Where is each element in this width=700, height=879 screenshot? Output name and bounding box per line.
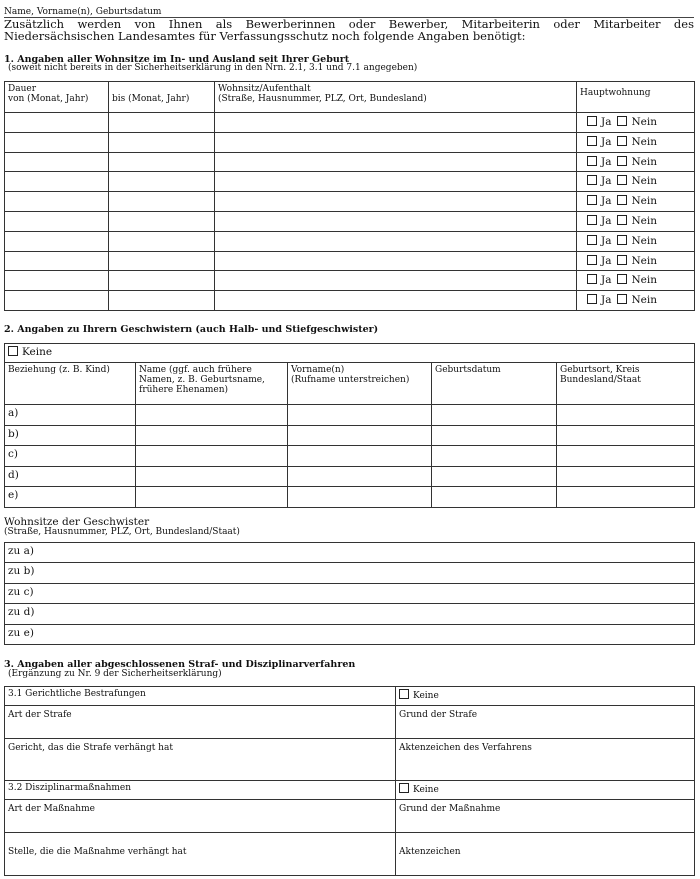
residence-table xyxy=(4,81,695,311)
siblings-keine-row xyxy=(5,344,695,363)
ja-checkbox[interactable]: Ja xyxy=(587,136,611,148)
art-massnahme-field[interactable]: Art der Maßnahme xyxy=(5,800,396,833)
col-geburtsdatum: Geburtsdatum xyxy=(432,363,557,405)
nein-checkbox[interactable]: Nein xyxy=(617,175,657,187)
sibling-row-label: a) xyxy=(5,405,136,426)
hauptwohnung-cell xyxy=(577,211,695,231)
checkbox-icon xyxy=(587,294,597,304)
sibling-row xyxy=(5,466,695,487)
s32-keine-checkbox[interactable]: Keine xyxy=(396,781,695,800)
hauptwohnung-cell xyxy=(577,271,695,291)
checkbox-icon xyxy=(617,156,627,166)
bis-field[interactable] xyxy=(109,211,215,231)
sibling-residence-row xyxy=(5,604,695,624)
siblings-table xyxy=(4,343,695,508)
bis-field[interactable] xyxy=(109,271,215,291)
residence-row xyxy=(5,211,695,231)
col-geburtsort: Geburtsort, Kreis Bundesland/Staat xyxy=(557,363,695,405)
aktenzeichen-field[interactable]: Aktenzeichen xyxy=(396,833,695,876)
von-field[interactable] xyxy=(5,251,109,271)
checkbox-icon xyxy=(587,235,597,245)
hauptwohnung-cell xyxy=(577,251,695,271)
hauptwohnung-cell xyxy=(577,231,695,251)
sibling-field[interactable] xyxy=(136,405,288,426)
checkbox-icon xyxy=(399,783,409,793)
checkbox-icon xyxy=(587,136,597,146)
ja-checkbox[interactable]: Ja xyxy=(587,195,611,207)
ja-checkbox[interactable]: Ja xyxy=(587,255,611,267)
sibling-field[interactable] xyxy=(288,405,432,426)
sibling-field[interactable] xyxy=(432,425,557,446)
checkbox-icon xyxy=(617,136,627,146)
sibling-field[interactable] xyxy=(288,425,432,446)
sibling-row xyxy=(5,405,695,426)
checkbox-icon xyxy=(617,235,627,245)
s32-row-stelle xyxy=(5,833,695,876)
criminal-table xyxy=(4,686,695,876)
col-dauer: Dauer von (Monat, Jahr) xyxy=(5,82,109,113)
checkbox-icon xyxy=(617,116,627,126)
wohnsitz-field[interactable] xyxy=(215,291,577,311)
von-field[interactable] xyxy=(5,172,109,192)
checkbox-icon xyxy=(8,346,18,356)
sibling-row-label: c) xyxy=(5,446,136,467)
sibling-field[interactable] xyxy=(136,466,288,487)
siblings-header-row xyxy=(5,363,695,405)
bis-field[interactable] xyxy=(109,251,215,271)
sibling-field[interactable] xyxy=(288,487,432,508)
nein-checkbox[interactable]: Nein xyxy=(617,156,657,168)
sibling-residence-table xyxy=(4,542,695,645)
sibling-row-label: d) xyxy=(5,466,136,487)
nein-checkbox[interactable]: Nein xyxy=(617,116,657,128)
col-name: Name (ggf. auch frühere Namen, z. B. Geburtsname, frühere Ehenamen) xyxy=(136,363,288,405)
checkbox-icon xyxy=(587,156,597,166)
section1-title: 1. Angaben aller Wohnsitze im In- und Ausland seit Ihrer Geburt xyxy=(4,54,350,65)
art-strafe-field[interactable]: Art der Strafe xyxy=(5,706,396,739)
hauptwohnung-cell xyxy=(577,172,695,192)
wohnsitz-field[interactable] xyxy=(215,152,577,172)
nein-checkbox[interactable]: Nein xyxy=(617,215,657,227)
section1-subtitle: (soweit nicht bereits in der Sicherheitserklärung in den Nrn. 2.1, 3.1 und 7.1 angegeben) xyxy=(8,63,418,73)
sibling-row-label: e) xyxy=(5,487,136,508)
name-label: Name, Vorname(n), Geburtsdatum xyxy=(4,7,162,17)
stelle-field[interactable]: Stelle, die die Maßnahme verhängt hat xyxy=(5,833,396,876)
sibling-residence-field[interactable]: zu b) xyxy=(5,563,695,583)
wohnsitz-field[interactable] xyxy=(215,251,577,271)
sibling-field[interactable] xyxy=(288,446,432,467)
ja-checkbox[interactable]: Ja xyxy=(587,175,611,187)
nein-checkbox[interactable]: Nein xyxy=(617,235,657,247)
sibling-field[interactable] xyxy=(136,487,288,508)
checkbox-icon xyxy=(587,215,597,225)
sibling-field[interactable] xyxy=(136,425,288,446)
siblings-keine-checkbox[interactable]: Keine xyxy=(5,344,695,363)
von-field[interactable] xyxy=(5,113,109,133)
bis-field[interactable] xyxy=(109,113,215,133)
checkbox-icon xyxy=(587,116,597,126)
checkbox-icon xyxy=(617,274,627,284)
sibling-field[interactable] xyxy=(432,405,557,426)
wohnsitz-field[interactable] xyxy=(215,113,577,133)
von-field[interactable] xyxy=(5,291,109,311)
s32-title: 3.2 Disziplinarmaßnahmen xyxy=(5,781,396,800)
sibling-field[interactable] xyxy=(432,446,557,467)
sibling-row xyxy=(5,446,695,467)
wohnsitze-title: Wohnsitze der Geschwister xyxy=(4,516,150,528)
residence-row xyxy=(5,172,695,192)
col-beziehung: Beziehung (z. B. Kind) xyxy=(5,363,136,405)
intro-text: Zusätzlich werden von Ihnen als Bewerberinnen oder Bewerber, Mitarbeiterin oder Mitarbeiter des Niedersächsischen Landesamtes für Verfassungsschutz noch folgende Angaben benötigt: xyxy=(4,17,694,43)
sibling-residence-row xyxy=(5,624,695,644)
residence-row xyxy=(5,231,695,251)
wohnsitze-subtitle: (Straße, Hausnummer, PLZ, Ort, Bundesland/Staat) xyxy=(4,527,240,537)
s31-row-gericht xyxy=(5,739,695,781)
checkbox-icon xyxy=(617,255,627,265)
col-wohnsitz: Wohnsitz/Aufenthalt (Straße, Hausnummer, PLZ, Ort, Bundesland) xyxy=(215,82,577,113)
von-field[interactable] xyxy=(5,271,109,291)
sibling-field[interactable] xyxy=(136,446,288,467)
sibling-residence-field[interactable]: zu e) xyxy=(5,624,695,644)
section3-title: 3. Angaben aller abgeschlossenen Straf- und Disziplinarverfahren xyxy=(4,659,356,670)
gericht-field[interactable]: Gericht, das die Strafe verhängt hat xyxy=(5,739,396,781)
sibling-residence-field[interactable]: zu d) xyxy=(5,604,695,624)
grund-strafe-field[interactable]: Grund der Strafe xyxy=(396,706,695,739)
ja-checkbox[interactable]: Ja xyxy=(587,215,611,227)
residence-row xyxy=(5,132,695,152)
bis-field[interactable] xyxy=(109,172,215,192)
residence-row xyxy=(5,251,695,271)
checkbox-icon xyxy=(617,294,627,304)
nein-checkbox[interactable]: Nein xyxy=(617,274,657,286)
ja-checkbox[interactable]: Ja xyxy=(587,294,611,306)
hauptwohnung-cell xyxy=(577,291,695,311)
hauptwohnung-cell xyxy=(577,152,695,172)
residence-row xyxy=(5,152,695,172)
wohnsitz-field[interactable] xyxy=(215,172,577,192)
von-field[interactable] xyxy=(5,211,109,231)
s32-header-row xyxy=(5,781,695,800)
sibling-field[interactable] xyxy=(557,425,695,446)
checkbox-icon xyxy=(399,689,409,699)
residence-row xyxy=(5,291,695,311)
sibling-residence-field[interactable]: zu a) xyxy=(5,543,695,563)
bis-field[interactable] xyxy=(109,291,215,311)
sibling-field[interactable] xyxy=(432,466,557,487)
sibling-residence-row xyxy=(5,563,695,583)
nein-checkbox[interactable]: Nein xyxy=(617,136,657,148)
s31-keine-checkbox[interactable]: Keine xyxy=(396,687,695,706)
s31-header-row xyxy=(5,687,695,706)
nein-checkbox[interactable]: Nein xyxy=(617,255,657,267)
von-field[interactable] xyxy=(5,152,109,172)
grund-massnahme-field[interactable]: Grund der Maßnahme xyxy=(396,800,695,833)
sibling-row xyxy=(5,425,695,446)
sibling-row-label: b) xyxy=(5,425,136,446)
hauptwohnung-cell xyxy=(577,192,695,212)
hauptwohnung-cell xyxy=(577,113,695,133)
section2-title: 2. Angaben zu Ihrern Geschwistern (auch Halb- und Stiefgeschwister) xyxy=(4,324,379,335)
checkbox-icon xyxy=(617,195,627,205)
bis-field[interactable] xyxy=(109,231,215,251)
sibling-field[interactable] xyxy=(557,487,695,508)
residence-row xyxy=(5,192,695,212)
sibling-residence-field[interactable]: zu c) xyxy=(5,583,695,603)
von-field[interactable] xyxy=(5,192,109,212)
checkbox-icon xyxy=(587,175,597,185)
residence-header-row xyxy=(5,82,695,113)
bis-field[interactable] xyxy=(109,152,215,172)
ja-checkbox[interactable]: Ja xyxy=(587,156,611,168)
ja-checkbox[interactable]: Ja xyxy=(587,116,611,128)
residence-row xyxy=(5,271,695,291)
section3-subtitle: (Ergänzung zu Nr. 9 der Sicherheitserklärung) xyxy=(8,669,222,679)
bis-field[interactable] xyxy=(109,132,215,152)
von-field[interactable] xyxy=(5,132,109,152)
checkbox-icon xyxy=(587,195,597,205)
nein-checkbox[interactable]: Nein xyxy=(617,195,657,207)
checkbox-icon xyxy=(617,215,627,225)
col-vorname: Vorname(n) (Rufname unterstreichen) xyxy=(288,363,432,405)
ja-checkbox[interactable]: Ja xyxy=(587,235,611,247)
sibling-residence-row xyxy=(5,543,695,563)
s32-row-art xyxy=(5,800,695,833)
ja-checkbox[interactable]: Ja xyxy=(587,274,611,286)
s31-title: 3.1 Gerichtliche Bestrafungen xyxy=(5,687,396,706)
sibling-field[interactable] xyxy=(557,405,695,426)
sibling-field[interactable] xyxy=(557,466,695,487)
bis-field[interactable] xyxy=(109,192,215,212)
wohnsitz-field[interactable] xyxy=(215,231,577,251)
hauptwohnung-cell xyxy=(577,132,695,152)
residence-row xyxy=(5,113,695,133)
col-hauptwohnung: Hauptwohnung xyxy=(577,82,695,113)
wohnsitz-field[interactable] xyxy=(215,132,577,152)
wohnsitz-field[interactable] xyxy=(215,192,577,212)
sibling-field[interactable] xyxy=(432,487,557,508)
sibling-row xyxy=(5,487,695,508)
wohnsitz-field[interactable] xyxy=(215,211,577,231)
sibling-field[interactable] xyxy=(288,466,432,487)
aktenzeichen-verfahren-field[interactable]: Aktenzeichen des Verfahrens xyxy=(396,739,695,781)
checkbox-icon xyxy=(587,274,597,284)
sibling-field[interactable] xyxy=(557,446,695,467)
s31-row-art xyxy=(5,706,695,739)
von-field[interactable] xyxy=(5,231,109,251)
wohnsitz-field[interactable] xyxy=(215,271,577,291)
col-bis: bis (Monat, Jahr) xyxy=(109,82,215,113)
nein-checkbox[interactable]: Nein xyxy=(617,294,657,306)
checkbox-icon xyxy=(617,175,627,185)
sibling-residence-row xyxy=(5,583,695,603)
checkbox-icon xyxy=(587,255,597,265)
